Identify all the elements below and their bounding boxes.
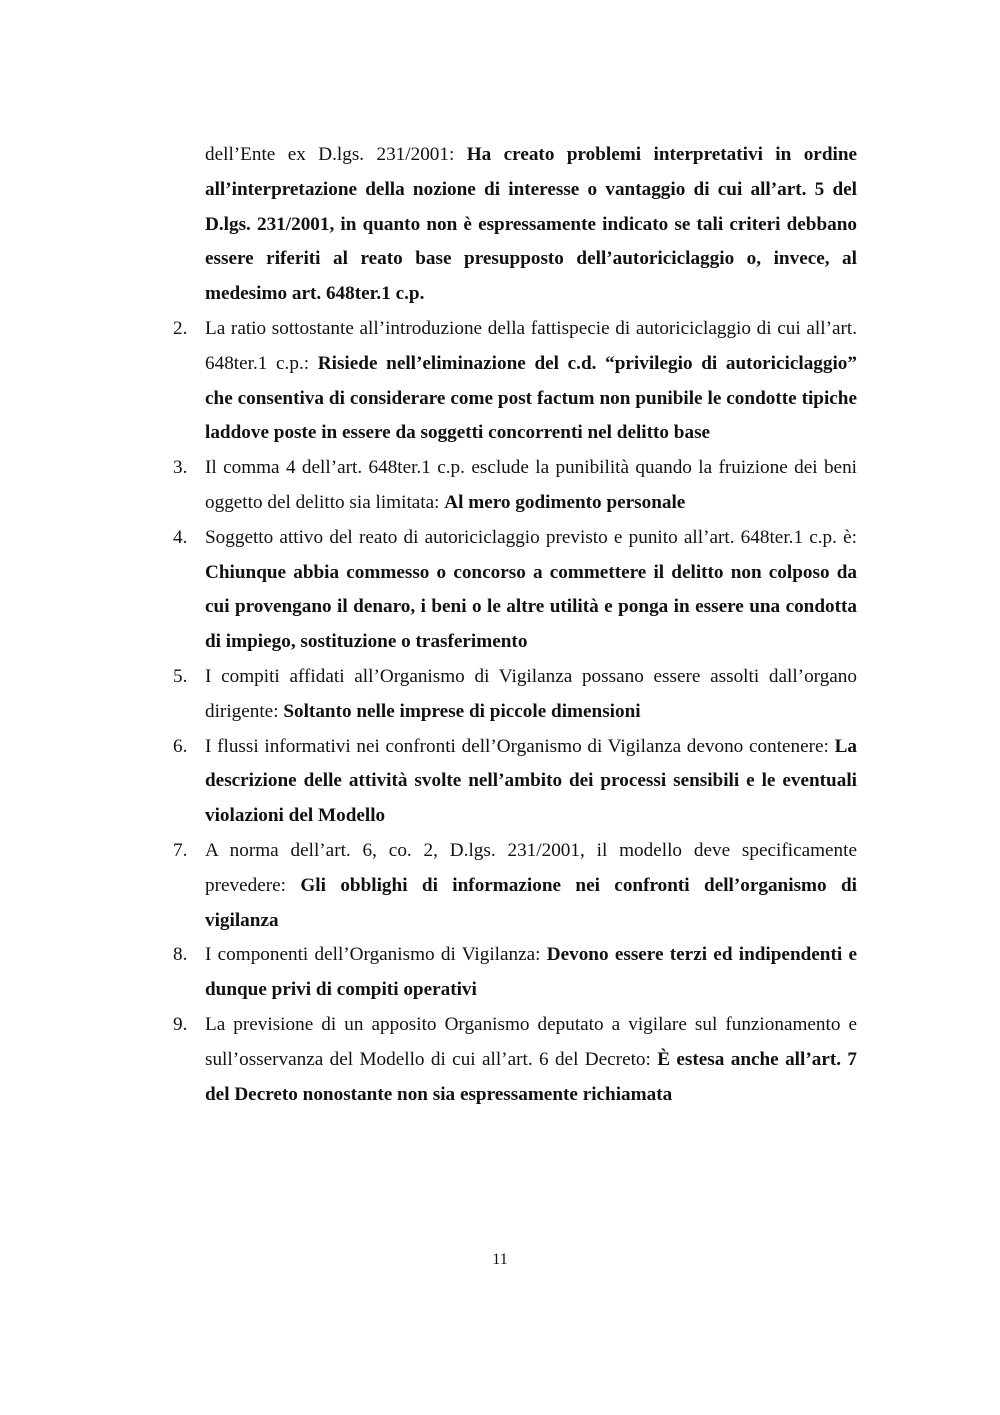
item-number: 9. (173, 1013, 188, 1035)
answer-text: Chiunque abbia commesso o concorso a commettere il delitto non colposo da cui provengano il denaro, i beni o le altre utilità e ponga in essere una condotta di impiego, sostituzione o trasferimento (205, 561, 857, 653)
answer-text: Al mero godimento personale (444, 491, 686, 513)
answer-text: È estesa anche all’art. 7 del Decreto nonostante non sia espressamente richiamata (205, 1048, 857, 1105)
item-number: 4. (173, 526, 188, 548)
document-body (173, 138, 858, 1112)
item-number: 2. (173, 317, 188, 339)
question-text: I flussi informativi nei confronti dell’Organismo di Vigilanza devono contenere: (205, 735, 835, 757)
question-text: Il comma 4 dell’art. 648ter.1 c.p. esclude la punibilità quando la fruizione dei beni oggetto del delitto sia limitata: (205, 457, 857, 513)
list-item-9 (173, 1008, 857, 1112)
question-text: Soggetto attivo del reato di autoriciclaggio previsto e punito all’art. 648ter.1 c.p. è: (205, 526, 857, 548)
list-item-8 (173, 938, 857, 1008)
continued-item-1 (205, 138, 857, 312)
list-item-2 (173, 312, 857, 451)
question-text: I compiti affidati all’Organismo di Vigilanza possano essere assolti dall’organo dirigente: (205, 665, 857, 722)
answer-text: Soltanto nelle imprese di piccole dimensioni (283, 700, 641, 722)
item-number: 6. (173, 735, 188, 757)
question-text: I componenti dell’Organismo di Vigilanza: (205, 944, 547, 966)
question-text: A norma dell’art. 6, co. 2, D.lgs. 231/2001, il modello deve specificamente prevedere: (205, 839, 857, 896)
question-text: La ratio sottostante all’introduzione della fattispecie di autoriciclaggio di cui all’art. 648ter.1 c.p.: (205, 317, 857, 374)
item-number: 7. (173, 839, 188, 861)
list-item-7 (173, 834, 857, 938)
page-number: 11 (492, 1251, 508, 1268)
answer-text: La descrizione delle attività svolte nell’ambito dei processi sensibili e le eventuali violazioni del Modello (205, 735, 857, 827)
list-item-6 (173, 730, 857, 834)
answer-text: Ha creato problemi interpretativi in ordine all’interpretazione della nozione di interesse o vantaggio di cui all’art. 5 del D.lgs. 231/2001, in quanto non è espressamente indicato se tali criteri debbano essere riferiti al reato base presupposto dell’autoriciclaggio o, invece, al medesimo art. 648ter.1 c.p. (205, 144, 858, 305)
question-text: dell’Ente ex D.lgs. 231/2001: (205, 144, 467, 165)
list-item-5 (173, 660, 857, 730)
answer-text: Gli obblighi di informazione nei confronti dell’organismo di vigilanza (205, 874, 857, 931)
item-number: 8. (173, 944, 188, 966)
question-text: La previsione di un apposito Organismo deputato a vigilare sul funzionamento e sull’osservanza del Modello di cui all’art. 6 del Decreto: (205, 1013, 857, 1070)
answer-text: Risiede nell’eliminazione del c.d. “privilegio di autoriciclaggio” che consentiva di considerare come post factum non punibile le condotte tipiche laddove poste in essere da soggetti concorrenti nel delitto base (205, 352, 857, 444)
list-item-4 (173, 521, 857, 660)
list-item-3 (173, 451, 857, 521)
item-number: 5. (173, 665, 188, 687)
answer-text: Devono essere terzi ed indipendenti e dunque privi di compiti operativi (205, 944, 857, 1001)
item-number: 3. (173, 457, 188, 479)
